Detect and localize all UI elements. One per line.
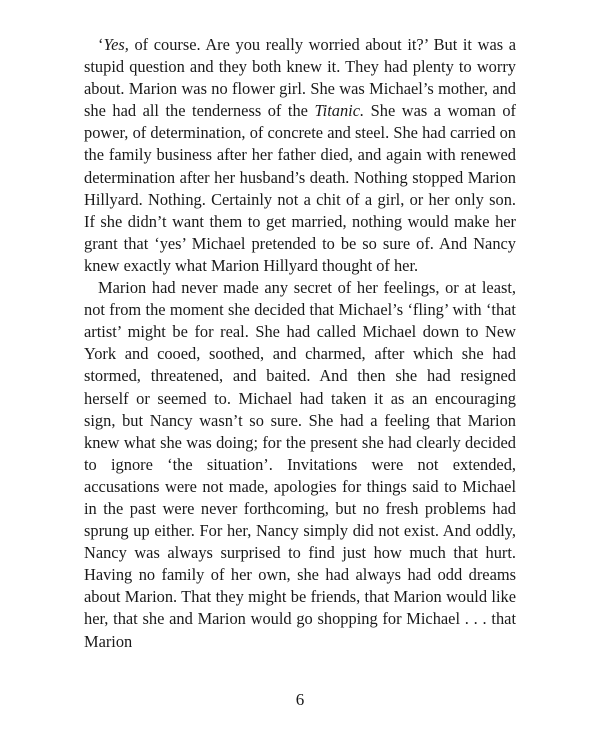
- italic-run: Titanic.: [314, 101, 365, 121]
- text-run: She was a woman of power, of determination, of concrete and steel. She had carried on the family business after her father died, and again with renewed determination after her husband’s death. Nothing stopped Marion Hillyard. Nothing. Certainly not a chit of a girl, or her only son. If she didn’t want them to get married, nothing would make her grant that ‘yes’ Michael pretended to be so sure of. And Nancy knew exactly what Marion Hillyard thought of her.: [84, 101, 516, 275]
- text-run: of course. Are you really worried about it?’ But it was a stupid question and they both knew it. They had plenty to worry about. Marion was no flower girl. She was Michael’s mother, and she had all the tenderness of the: [84, 35, 516, 121]
- text-run: ‘: [98, 35, 104, 54]
- paragraph-1: [84, 34, 516, 277]
- paragraph-2: [84, 277, 516, 653]
- text-run: Marion had never made any secret of her feelings, or at least, not from the moment she decided that Michael’s ‘fling’ with ‘that artist’ might be for real. She had called Michael down to New York and cooed, soothed, and charmed, after which she had stormed, threatened, and baited. And then she had resigned herself or seemed to. Michael had taken it as an encouraging sign, but Nancy wasn’t so sure. She had a feeling that Marion knew what she was doing; for the present she had clearly decided to ignore ‘the situation’. Invitations were not extended, accusations were not made, apologies for things said to Michael in the past were never forthcoming, but no fresh problems had sprung up either. For her, Nancy simply did not exist. And oddly, Nancy was always surprised to find just how much that hurt. Having no family of her own, she had always had odd dreams about Marion. That they might be friends, that Marion would like her, that she and Marion would go shopping for Michael . . . that Marion: [84, 278, 516, 651]
- italic-run: Yes,: [103, 35, 129, 54]
- page-number: 6: [295, 690, 305, 709]
- page-text-block: [84, 34, 516, 653]
